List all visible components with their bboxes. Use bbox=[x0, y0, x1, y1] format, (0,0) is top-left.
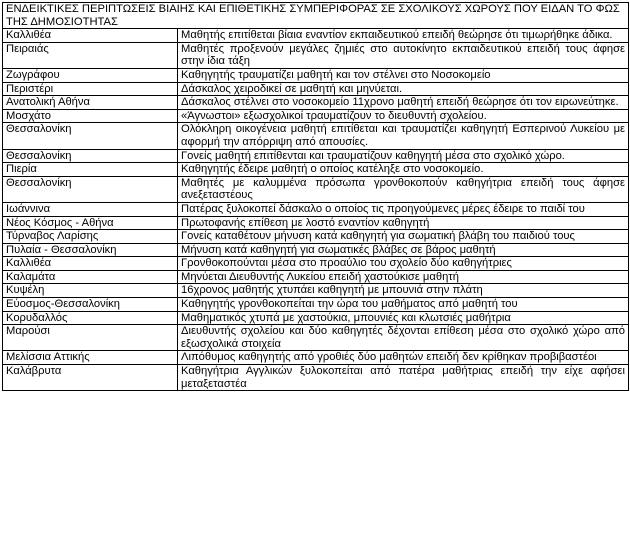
table-row bbox=[3, 82, 629, 96]
incident-description-cell: 16χρονος μαθητής χτυπάει καθηγητή με μπουνιά στην πλάτη bbox=[178, 284, 629, 298]
location-cell: Καλλιθέα bbox=[3, 257, 178, 271]
incident-description-cell: Μήνυση κατά καθηγητή για σωματικές βλάβες σε βάρος μαθητή bbox=[178, 243, 629, 257]
incident-description-cell: Μαθητής επιτίθεται βίαια εναντίον εκπαιδευτικού επειδή θεώρησε ότι τιμωρήθηκε άδικα. bbox=[178, 29, 629, 43]
table-row bbox=[3, 149, 629, 163]
incident-description-cell: Γονείς καταθέτουν μήνυση κατά καθηγητή για σωματική βλάβη του παιδιού τους bbox=[178, 230, 629, 244]
incident-description-cell: Ολόκληρη οικογένεια μαθητή επιτίθεται και τραυματίζει καθηγητή Εσπερινού Λυκείου με αφορμή την απόρριψη από απουσίες. bbox=[178, 123, 629, 149]
table-row bbox=[3, 270, 629, 284]
location-cell: Πειραιάς bbox=[3, 42, 178, 68]
table-row bbox=[3, 29, 629, 43]
incident-description-cell: Μαθηματικός χτυπά με χαστούκια, μπουνιές και κλωτσιές μαθήτρια bbox=[178, 311, 629, 325]
location-cell: Θεσσαλονίκη bbox=[3, 123, 178, 149]
incident-description-cell: Καθηγητής έδειρε μαθητή ο οποίος κατέληξε στο νοσοκομείο. bbox=[178, 163, 629, 177]
location-cell: Μοσχάτο bbox=[3, 109, 178, 123]
location-cell: Καλαμάτα bbox=[3, 270, 178, 284]
location-cell: Θεσσαλονίκη bbox=[3, 176, 178, 202]
table-row bbox=[3, 202, 629, 216]
table-row bbox=[3, 311, 629, 325]
incident-description-cell: Πατέρας ξυλοκοπεί δάσκαλο ο οποίος τις προηγούμενες μέρες έδειρε το παιδί του bbox=[178, 202, 629, 216]
location-cell: Περιστέρι bbox=[3, 82, 178, 96]
incident-description-cell: Διευθυντής σχολείου και δύο καθηγητές δέχονται επίθεση μέσα στο σχολικό χώρο από εξωσχολικά στοιχεία bbox=[178, 325, 629, 351]
incident-description-cell: Καθηγητής γρονθοκοπείται την ώρα του μαθήματος από μαθητή του bbox=[178, 298, 629, 312]
location-cell: Καλλιθέα bbox=[3, 29, 178, 43]
incident-description-cell: Καθηγητής τραυματίζει μαθητή και τον στέλνει στο Νοσοκομείο bbox=[178, 68, 629, 82]
table-row bbox=[3, 243, 629, 257]
location-cell: Ζωγράφου bbox=[3, 68, 178, 82]
location-cell: Καλάβρυτα bbox=[3, 365, 178, 391]
table-row bbox=[3, 257, 629, 271]
table-row bbox=[3, 68, 629, 82]
incident-description-cell: Δάσκαλος χειροδικεί σε μαθητή και μηνύεται. bbox=[178, 82, 629, 96]
location-cell: Κορυδαλλός bbox=[3, 311, 178, 325]
location-cell: Τύρναβος Λαρίσης bbox=[3, 230, 178, 244]
table-row bbox=[3, 298, 629, 312]
incident-description-cell: Γονείς μαθητή επιτίθενται και τραυματίζουν καθηγητή μέσα στο σχολικό χώρο. bbox=[178, 149, 629, 163]
incident-description-cell: Μαθητές προξενούν μεγάλες ζημιές στο αυτοκίνητο εκπαιδευτικού επειδή τους άφησε στην ίδια τάξη bbox=[178, 42, 629, 68]
incident-description-cell: Λιπόθυμος καθηγητής από γροθιές δύο μαθητών επειδή δεν κρίθηκαν προβιβαστέοι bbox=[178, 351, 629, 365]
location-cell: Πυλαία - Θεσσαλονίκη bbox=[3, 243, 178, 257]
location-cell: Εύοσμος-Θεσσαλονίκη bbox=[3, 298, 178, 312]
table-row bbox=[3, 365, 629, 391]
location-cell: Νέος Κόσμος - Αθήνα bbox=[3, 216, 178, 230]
table-row bbox=[3, 42, 629, 68]
table-title: ΕΝΔΕΙΚΤΙΚΕΣ ΠΕΡΙΠΤΩΣΕΙΣ ΒΙΑΙΗΣ ΚΑΙ ΕΠΙΘΕΤΙΚΗΣ ΣΥΜΠΕΡΙΦΟΡΑΣ ΣΕ ΣΧΟΛΙΚΟΥΣ ΧΩΡΟΥΣ ΠΟΥ ΕΙΔΑΝ ΤΟ ΦΩΣ ΤΗΣ ΔΗΜΟΣΙΟΤΗΤΑΣ bbox=[3, 3, 629, 29]
table-row bbox=[3, 163, 629, 177]
table-row bbox=[3, 216, 629, 230]
incident-description-cell: Μηνύεται Διευθυντής Λυκείου επειδή χαστούκισε μαθητή bbox=[178, 270, 629, 284]
table-row bbox=[3, 123, 629, 149]
incident-description-cell: «Άγνωστοι» εξωσχολικοί τραυματίζουν το διευθυντή σχολείου. bbox=[178, 109, 629, 123]
location-cell: Ιωάννινα bbox=[3, 202, 178, 216]
table-row bbox=[3, 96, 629, 110]
location-cell: Μαρούσι bbox=[3, 325, 178, 351]
table-row bbox=[3, 284, 629, 298]
title-row bbox=[3, 3, 629, 29]
incident-description-cell: Γρονθοκοπούνται μέσα στο προαύλιο του σχολείο δύο καθηγήτριες bbox=[178, 257, 629, 271]
location-cell: Πιερία bbox=[3, 163, 178, 177]
table-row bbox=[3, 109, 629, 123]
incident-description-cell: Πρωτοφανής επίθεση με λοστό εναντίον καθηγητή bbox=[178, 216, 629, 230]
location-cell: Θεσσαλονίκη bbox=[3, 149, 178, 163]
incidents-table bbox=[2, 2, 629, 391]
table-row bbox=[3, 230, 629, 244]
incident-description-cell: Δάσκαλος στέλνει στο νοσοκομείο 11χρονο μαθητή επειδή θεώρησε ότι τον ειρωνεύτηκε. bbox=[178, 96, 629, 110]
table-row bbox=[3, 325, 629, 351]
location-cell: Ανατολική Αθήνα bbox=[3, 96, 178, 110]
incident-description-cell: Μαθητές με καλυμμένα πρόσωπα γρονθοκοπούν καθηγήτρια επειδή τους άφησε ανεξεταστέους bbox=[178, 176, 629, 202]
incidents-document bbox=[2, 2, 628, 391]
table-row bbox=[3, 351, 629, 365]
location-cell: Μελίσσια Αττικής bbox=[3, 351, 178, 365]
location-cell: Κυψέλη bbox=[3, 284, 178, 298]
table-row bbox=[3, 176, 629, 202]
incident-description-cell: Καθηγήτρια Αγγλικών ξυλοκοπείται από πατέρα μαθήτριας επειδή την είχε αφήσει μεταξεταστέα bbox=[178, 365, 629, 391]
